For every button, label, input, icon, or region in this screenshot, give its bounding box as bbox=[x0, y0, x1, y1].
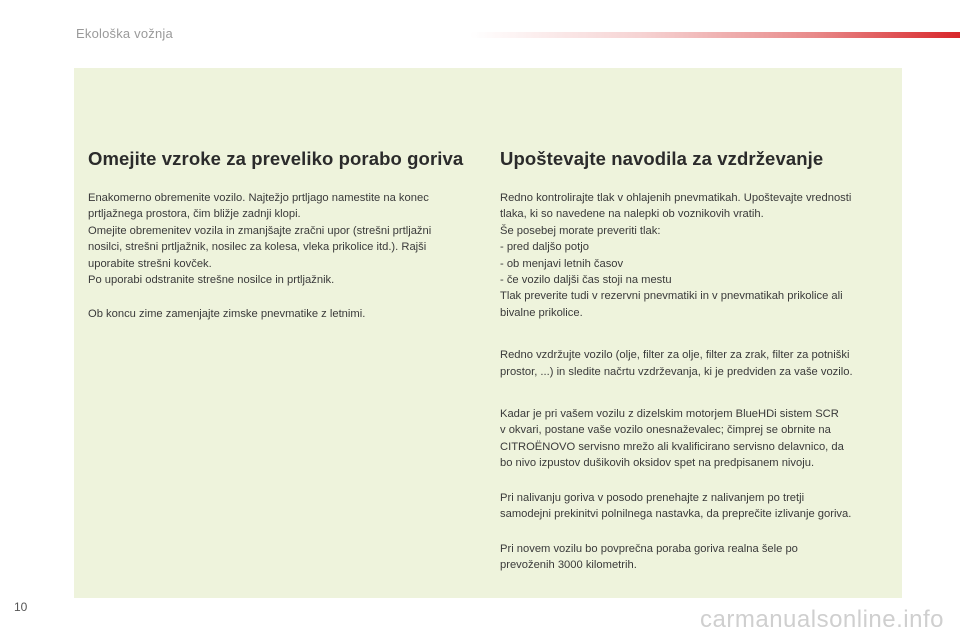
right-paragraph-scr: Kadar je pri vašem vozilu z dizelskim motorjem BlueHDi sistem SCR v okvari, postane vaše vozilo onesnaževalec; čimprej se obrnite na CITROËNOVO servisno mrežo ali kvalificirano servisno delavnico, da bo nivo izpustov dušikovih oksidov spet na predpisanem nivoju. bbox=[500, 408, 844, 470]
right-paragraph-refuel: Pri nalivanju goriva v posodo prenehajte z nalivanjem po tretji samodejni prekinitvi polnilnega nastavka, da preprečite izlivanje goriva. bbox=[500, 491, 852, 521]
content-panel bbox=[74, 68, 902, 598]
left-paragraph-tyres: Ob koncu zime zamenjajte zimske pnevmatike z letnimi. bbox=[88, 308, 366, 321]
watermark: carmanualsonline.info bbox=[700, 606, 944, 633]
page-header-title: Ekološka vožnja bbox=[76, 26, 173, 41]
right-paragraph-pressure: Redno kontrolirajte tlak v ohlajenih pnevmatikah. Upoštevajte vrednosti tlaka, ki so navedene na nalepki ob voznikovih vratih. Še posebej morate preveriti tlak: - pred daljšo potjo - ob menjavi letnih časov - če vozilo daljši čas stoji na mestu Tlak preverite tudi v rezervni pnevmatiki in v pnevmatikah prikolice ali bivalne prikolice. bbox=[500, 192, 852, 319]
header-accent-line bbox=[470, 32, 960, 38]
page-number: 10 bbox=[14, 600, 28, 614]
right-column bbox=[500, 148, 892, 591]
right-paragraph-new-vehicle: Pri novem vozilu bo povprečna poraba goriva realna šele po prevoženih 3000 kilometrih. bbox=[500, 542, 798, 571]
right-section-heading: Upoštevajte navodila za vzdrževanje bbox=[500, 148, 824, 169]
left-paragraph-load: Enakomerno obremenite vozilo. Najtežjo prtljago namestite na konec prtljažnega prostora, čim bližje zadnji klopi. Omejite obremenitev vozila in zmanjšajte zračni upor (strešni prtljažni nosilci, strešni prtljažnik, nosilec za kolesa, vleka prikolice itd.). Rajši uporabite strešni kovček. Po uporabi odstranite strešne nosilce in prtljažnik. bbox=[88, 192, 432, 287]
left-column bbox=[88, 148, 478, 341]
right-paragraph-maintenance: Redno vzdržujte vozilo (olje, filter za olje, filter za zrak, filter za potniški prostor, ...) in sledite načrtu vzdrževanja, ki je predviden za vaše vozilo. bbox=[500, 349, 853, 378]
left-section-heading: Omejite vzroke za preveliko porabo goriva bbox=[88, 148, 464, 169]
